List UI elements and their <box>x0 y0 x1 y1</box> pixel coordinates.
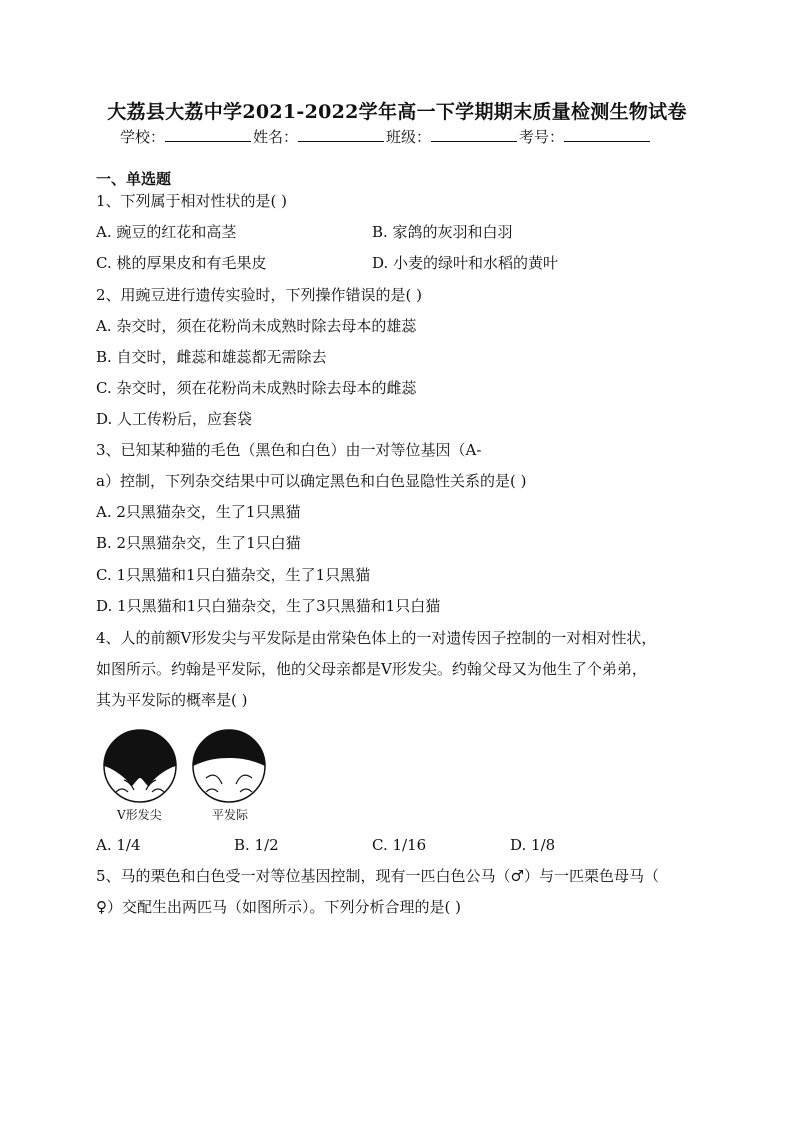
q5-stem-line1: 5、马的栗色和白色受一对等位基因控制，现有一匹白色公马（♂）与一匹栗色母马（ <box>96 867 659 885</box>
q4-stem-line1: 4、人的前额V形发尖与平发际是由常染色体上的一对遗传因子控制的一对相对性状， <box>96 629 657 647</box>
q1-option-a: A. 豌豆的红花和高茎 <box>96 223 237 241</box>
q2-option-c: C. 杂交时，须在花粉尚未成熟时除去母本的雌蕊 <box>96 379 417 397</box>
q1-stem: 1、下列属于相对性状的是( ) <box>96 192 288 210</box>
name-label: 姓名： <box>253 128 299 146</box>
q4-option-a: A. 1/4 <box>96 836 141 854</box>
name-blank[interactable] <box>298 126 384 142</box>
q2-option-a: A. 杂交时，须在花粉尚未成熟时除去母本的雄蕊 <box>96 317 417 335</box>
q4-option-c: C. 1/16 <box>372 836 427 854</box>
exam-number-blank[interactable] <box>564 126 650 142</box>
section-title: 一、单选题 <box>96 170 172 188</box>
q3-stem-line2: a）控制，下列杂交结果中可以确定黑色和白色显隐性关系的是( ) <box>96 472 527 490</box>
q3-option-d: D. 1只黑猫和1只白猫杂交，生了3只黑猫和1只白猫 <box>96 597 441 615</box>
q4-option-b: B. 1/2 <box>234 836 279 854</box>
q3-option-b: B. 2只黑猫杂交，生了1只白猫 <box>96 534 301 552</box>
q4-stem-line2: 如图所示。约翰是平发际，他的父母亲都是V形发尖。约翰父母又为他生了个弟弟， <box>96 660 647 678</box>
q3-option-a: A. 2只黑猫杂交，生了1只黑猫 <box>96 503 301 521</box>
q2-stem: 2、用豌豆进行遗传实验时，下列操作错误的是( ) <box>96 286 423 304</box>
student-info-row <box>120 126 652 147</box>
straight-hairline-head <box>193 730 265 802</box>
q3-stem-line1: 3、已知某种猫的毛色（黑色和白色）由一对等位基因（A- <box>96 441 482 459</box>
q2-option-d: D. 人工传粉后，应套袋 <box>96 410 253 428</box>
v-hairline-head <box>104 730 176 802</box>
page-title: 大荔县大荔中学2021-2022学年高一下学期期末质量检测生物试卷 <box>107 101 687 123</box>
q4-option-d: D. 1/8 <box>510 836 556 854</box>
q2-option-b: B. 自交时，雌蕊和雄蕊都无需除去 <box>96 348 327 366</box>
q1-option-b: B. 家鸽的灰羽和白羽 <box>372 223 513 241</box>
class-blank[interactable] <box>431 126 517 142</box>
straight-hairline-caption: 平发际 <box>212 808 249 822</box>
v-hairline-caption: V形发尖 <box>117 808 162 822</box>
school-blank[interactable] <box>165 126 251 142</box>
exam-number-label: 考号： <box>519 128 565 146</box>
school-label: 学校： <box>120 128 166 146</box>
q1-option-c: C. 桃的厚果皮和有毛果皮 <box>96 254 267 272</box>
q1-option-d: D. 小麦的绿叶和水稻的黄叶 <box>372 254 559 272</box>
q5-stem-line2: ♀）交配生出两匹马（如图所示）。下列分析合理的是( ) <box>96 898 461 916</box>
q3-option-c: C. 1只黑猫和1只白猫杂交，生了1只黑猫 <box>96 566 371 584</box>
class-label: 班级： <box>386 128 432 146</box>
q4-stem-line3: 其为平发际的概率是( ) <box>96 691 248 709</box>
